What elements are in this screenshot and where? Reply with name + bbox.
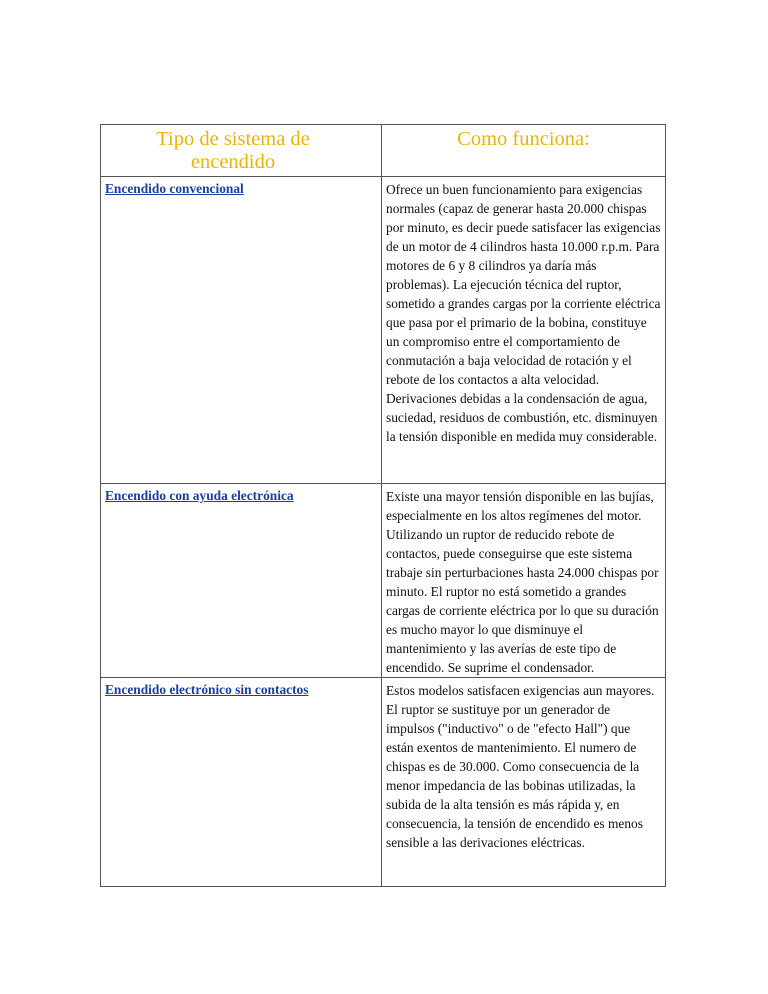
description-text: Estos modelos satisfacen exigencias aun mayores. El ruptor se sustituye por un generador de impulsos ("inductivo" o de "efecto Hall") que están exentos de mantenimiento. El numero de chispas es de 30.000. Como consecuencia de la menor impedancia de las bobinas utilizadas, la subida de la alta tensión es más rápida y, en consecuencia, la tensión de encendido es menos sensible a las derivaciones eléctricas. bbox=[386, 683, 655, 850]
header-cell-type bbox=[101, 125, 382, 177]
header-type-label: Tipo de sistema de encendido bbox=[156, 128, 310, 173]
type-cell bbox=[101, 484, 382, 678]
header-function-label: Como funciona: bbox=[457, 128, 590, 150]
description-text: Ofrece un buen funcionamiento para exigencias normales (capaz de generar hasta 20.000 chispas por minuto, es decir puede satisfacer las exigencias de un motor de 4 cilindros hasta 10.000 r.p.m. Para motores de 6 y 8 cilindros ya daría más problemas). La ejecución técnica del ruptor, sometido a grandes cargas por la corriente eléctrica que pasa por el primario de la bobina, constituye un compromiso entre el comportamiento de conmutación a baja velocidad de rotación y el rebote de los contactos a alta velocidad. Derivaciones debidas a la condensación de agua, suciedad, residuos de combustión, etc. disminuyen la tensión disponible en medida muy considerable. bbox=[386, 182, 661, 444]
header-cell-function bbox=[382, 125, 666, 177]
ignition-systems-table bbox=[100, 124, 666, 887]
type-link-electronic-assist[interactable]: Encendido con ayuda electrónica bbox=[105, 488, 294, 503]
header-row bbox=[101, 125, 666, 177]
type-link-conventional[interactable]: Encendido convencional bbox=[105, 181, 244, 196]
description-cell bbox=[382, 678, 666, 887]
description-text: Existe una mayor tensión disponible en las bujías, especialmente en los altos regímenes del motor. Utilizando un ruptor de reducido rebote de contactos, puede conseguirse que este sistema trabaje sin perturbaciones hasta 24.000 chispas por minuto. El ruptor no está sometido a grandes cargas de corriente eléctrica por lo que su duración es mucho mayor lo que disminuye el mantenimiento y las averías de este tipo de encendido. Se suprime el condensador. bbox=[386, 489, 659, 675]
description-cell bbox=[382, 484, 666, 678]
type-link-contactless[interactable]: Encendido electrónico sin contactos bbox=[105, 682, 309, 697]
table-row bbox=[101, 177, 666, 484]
table-row bbox=[101, 484, 666, 678]
description-cell bbox=[382, 177, 666, 484]
type-cell bbox=[101, 177, 382, 484]
type-cell bbox=[101, 678, 382, 887]
table-row bbox=[101, 678, 666, 887]
